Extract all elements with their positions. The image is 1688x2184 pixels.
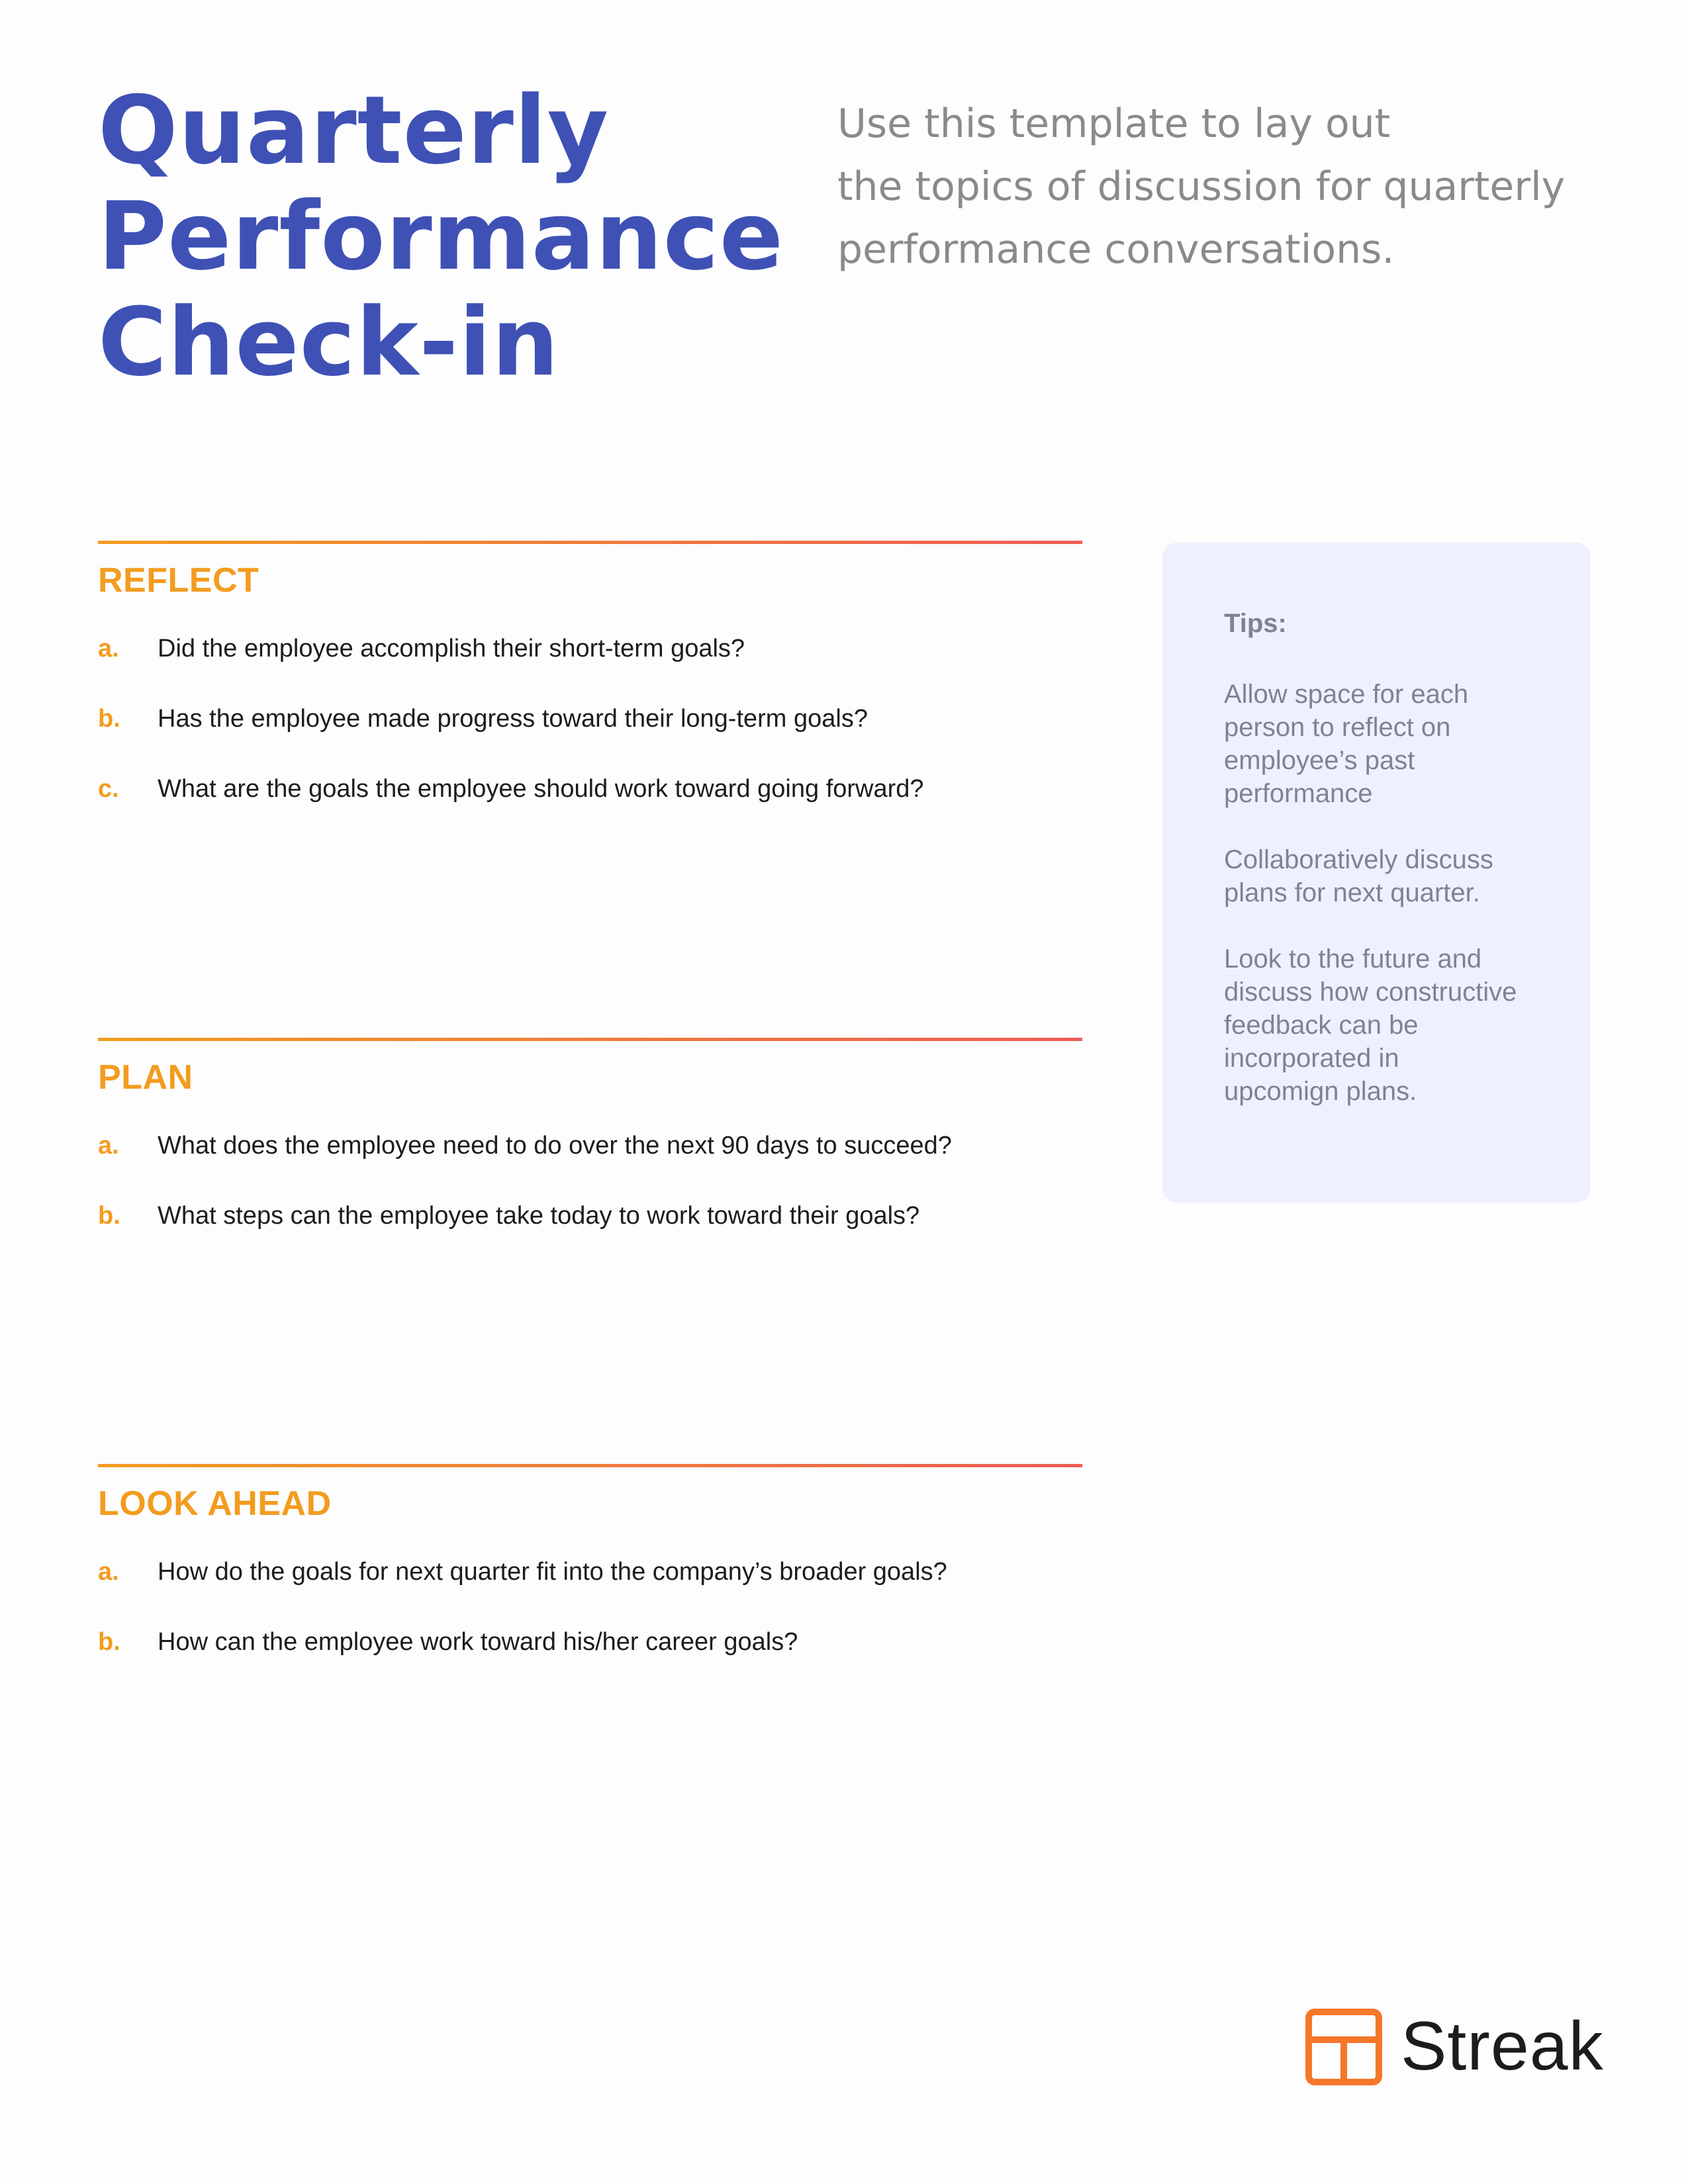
- question-list: [98, 1126, 1082, 1266]
- item-marker: b.: [98, 1202, 120, 1230]
- page-title: [98, 78, 784, 396]
- tip-line: Collaboratively discuss: [1224, 845, 1493, 874]
- item-text: Did the employee accomplish their short-term goals?: [158, 635, 745, 662]
- list-item: [98, 1196, 1082, 1266]
- title-line: Check-in: [98, 288, 559, 397]
- item-text: How do the goals for next quarter fit into the company’s broader goals?: [158, 1558, 947, 1586]
- section-divider: [98, 1038, 1082, 1041]
- tip-line: discuss how constructive: [1224, 978, 1517, 1007]
- intro-line: Use this template to lay out: [837, 101, 1391, 147]
- item-text: What are the goals the employee should work toward going forward?: [158, 775, 924, 803]
- item-marker: a.: [98, 635, 119, 662]
- tip-line: person to reflect on: [1224, 713, 1451, 742]
- section-heading: REFLECT: [98, 561, 259, 600]
- list-item: [98, 699, 1082, 769]
- tip-line: upcomign plans.: [1224, 1077, 1417, 1106]
- item-marker: c.: [98, 775, 119, 803]
- list-item: [98, 769, 1082, 839]
- item-marker: a.: [98, 1132, 119, 1160]
- item-text: What steps can the employee take today to work toward their goals?: [158, 1202, 920, 1230]
- streak-logo: [1305, 2008, 1604, 2085]
- logo-wordmark: Streak: [1401, 2008, 1604, 2085]
- section-divider: [98, 1464, 1082, 1467]
- list-item: [98, 1622, 1082, 1692]
- section-divider: [98, 541, 1082, 544]
- intro-text: [837, 93, 1632, 281]
- section-heading: LOOK AHEAD: [98, 1484, 332, 1523]
- list-item: [98, 1126, 1082, 1196]
- tip-paragraph: [1224, 942, 1531, 1108]
- tip-line: performance: [1224, 779, 1373, 808]
- tips-title: Tips:: [1224, 609, 1287, 638]
- item-text: How can the employee work toward his/her career goals?: [158, 1628, 798, 1656]
- list-item: [98, 1552, 1082, 1622]
- section-look-ahead: [98, 1464, 1082, 1692]
- tips-box: [1162, 543, 1591, 1203]
- tip-line: Look to the future and: [1224, 944, 1482, 974]
- tip-line: feedback can be: [1224, 1011, 1419, 1040]
- item-text: Has the employee made progress toward their long-term goals?: [158, 705, 868, 733]
- intro-line: performance conversations.: [837, 226, 1395, 273]
- section-plan: [98, 1038, 1082, 1266]
- intro-line: the topics of discussion for quarterly: [837, 163, 1566, 210]
- tip-paragraph: [1224, 678, 1531, 810]
- list-item: [98, 629, 1082, 699]
- section-heading: PLAN: [98, 1058, 193, 1097]
- question-list: [98, 629, 1082, 839]
- streak-logo-icon: [1305, 2009, 1382, 2085]
- item-text: What does the employee need to do over the next 90 days to succeed?: [158, 1132, 952, 1160]
- tip-line: Allow space for each: [1224, 680, 1469, 709]
- tip-line: employee’s past: [1224, 746, 1415, 775]
- tip-line: incorporated in: [1224, 1044, 1399, 1073]
- tip-paragraph: [1224, 843, 1531, 909]
- title-line: Performance: [98, 182, 784, 291]
- section-reflect: [98, 541, 1082, 839]
- item-marker: a.: [98, 1558, 119, 1586]
- item-marker: b.: [98, 1628, 120, 1656]
- title-line: Quarterly: [98, 76, 610, 185]
- tip-line: plans for next quarter.: [1224, 878, 1480, 907]
- question-list: [98, 1552, 1082, 1692]
- item-marker: b.: [98, 705, 120, 733]
